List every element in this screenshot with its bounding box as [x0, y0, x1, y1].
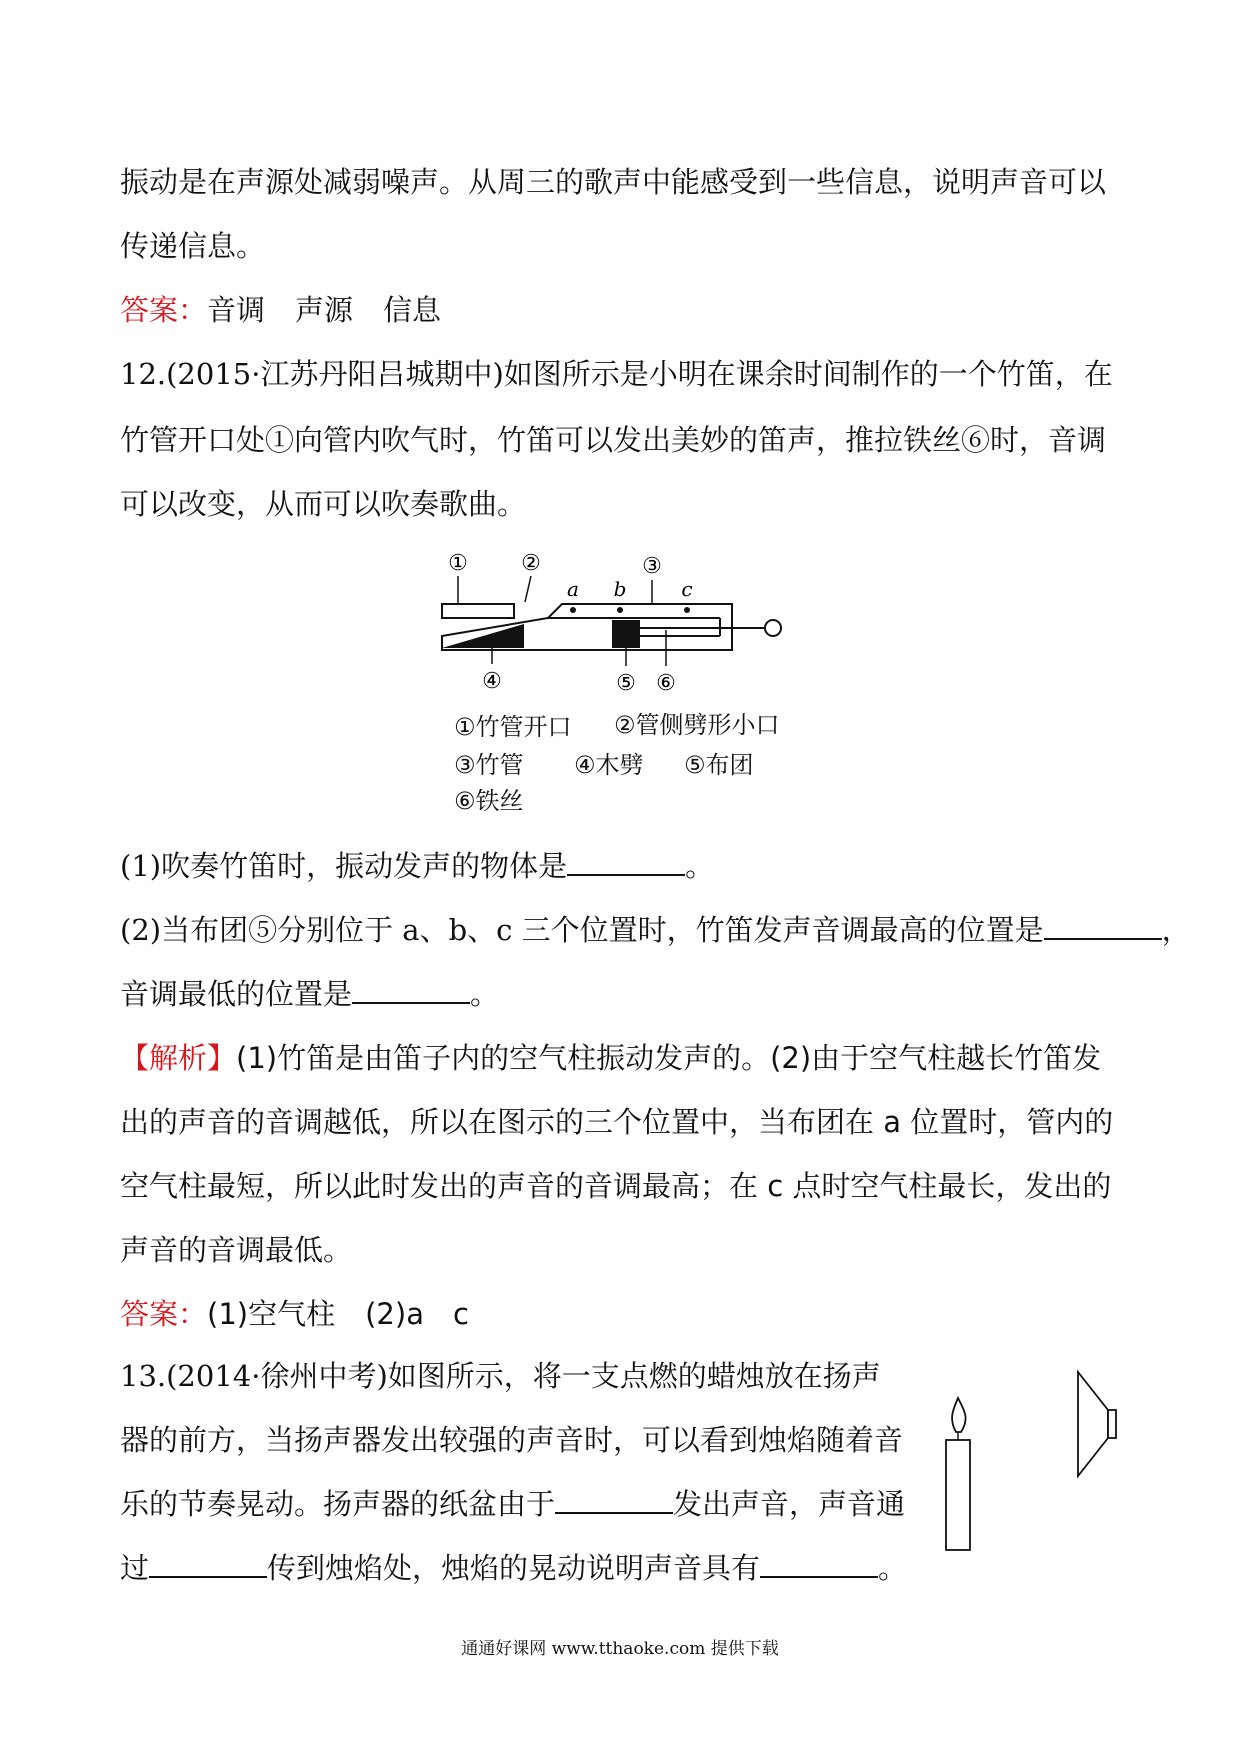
prev-text-line2: 传递信息。: [120, 229, 266, 263]
answer-blank[interactable]: [760, 1550, 878, 1578]
mark-3: ③: [642, 554, 662, 579]
candle: [946, 1440, 970, 1550]
mark-6: ⑥: [656, 671, 676, 696]
analysis-line3: 空气柱最短，所以此时发出的声音的音调最高；在 c 点时空气柱最长，发出的: [120, 1169, 1112, 1203]
bamboo-flute-figure: [440, 540, 820, 710]
candle-flame: [952, 1398, 966, 1432]
legend-item: ③竹管: [454, 751, 524, 779]
answer-blank[interactable]: [352, 976, 470, 1004]
analysis-label: 【解析】: [120, 1041, 237, 1075]
q13-line3: [120, 1484, 905, 1524]
q12-sub2-text: (2)当布团⑤分别位于 a、b、c 三个位置时，竹笛发声音调最高的位置是: [120, 913, 1044, 947]
q12-sub1: [120, 846, 714, 886]
answer-item: (2)a c: [365, 1297, 469, 1331]
candle-speaker-figure: [940, 1360, 1120, 1560]
q13-line4-text: 过: [120, 1551, 150, 1585]
q12-sub1-text: (1)吹奏竹笛时，振动发声的物体是: [120, 849, 568, 883]
answer-blank[interactable]: [567, 848, 685, 876]
answer-blank[interactable]: [149, 1550, 267, 1578]
q12-line1: 12.(2015·江苏丹阳吕城期中)如图所示是小明在课余时间制作的一个竹笛，在: [120, 357, 1113, 391]
position-b: b: [613, 577, 627, 601]
q12-line2: 竹管开口处①向管内吹气时，竹笛可以发出美妙的笛声，推拉铁丝⑥时，音调: [120, 423, 1107, 457]
legend-item: ⑥铁丝: [454, 787, 524, 815]
mark-2: ②: [521, 551, 541, 576]
answer-item: (1)空气柱: [207, 1297, 336, 1331]
legend-item: ②管侧劈形小口: [614, 711, 780, 739]
q12-sub2b-text: 音调最低的位置是: [120, 977, 353, 1011]
answer-label: 答案：: [120, 1297, 208, 1331]
q12-sub1-end: 。: [685, 849, 715, 883]
position-c: c: [681, 577, 693, 601]
prev-text-line1: 振动是在声源处减弱噪声。从周三的歌声中能感受到一些信息，说明声音可以: [120, 165, 1107, 199]
mark-4: ④: [482, 669, 502, 694]
q13-line4: [120, 1548, 907, 1588]
q13-line3-text: 乐的节奏晃动。扬声器的纸盆由于: [120, 1487, 556, 1521]
mark-1: ①: [448, 551, 468, 576]
legend-item: ⑤布团: [684, 751, 754, 779]
mark-5: ⑤: [616, 671, 636, 696]
q13-line3-end: 发出声音，声音通: [673, 1487, 906, 1521]
q13-line4-mid: 传到烛焰处，烛焰的晃动说明声音具有: [267, 1551, 761, 1585]
q13-line1: 13.(2014·徐州中考)如图所示，将一支点燃的蜡烛放在扬声: [120, 1359, 881, 1393]
answer-blank[interactable]: [1044, 912, 1162, 940]
analysis-line1: [120, 1038, 1101, 1078]
prev-answer: [120, 290, 441, 330]
position-a: a: [567, 577, 579, 601]
analysis-line2: 出的声音的音调越低，所以在图示的三个位置中，当布团在 a 位置时，管内的: [120, 1105, 1114, 1139]
q13-line4-end: 。: [878, 1551, 908, 1585]
q13-line2: 器的前方，当扬声器发出较强的声音时，可以看到烛焰随着音: [120, 1423, 904, 1457]
legend-item: ①竹管开口: [454, 713, 572, 741]
answer-label: 答案：: [120, 293, 208, 327]
analysis-line4: 声音的音调最低。: [120, 1233, 353, 1267]
q12-line3: 可以改变，从而可以吹奏歌曲。: [120, 487, 527, 521]
q12-sub2b: [120, 974, 499, 1014]
q12-sub2: [120, 910, 1191, 950]
answer-blank[interactable]: [555, 1486, 673, 1514]
answer-item: 音调: [207, 293, 266, 327]
answer-item: 信息: [383, 293, 442, 327]
q12-answer: [120, 1294, 469, 1334]
legend-item: ④木劈: [574, 751, 644, 779]
q12-sub2b-end: 。: [470, 977, 500, 1011]
loudspeaker: [1078, 1372, 1108, 1476]
page-footer: 通通好课网 www.tthaoke.com 提供下载: [461, 1639, 779, 1659]
q12-sub2-end: ，: [1161, 913, 1191, 947]
answer-item: 声源: [295, 293, 354, 327]
analysis-text: (1)竹笛是由笛子内的空气柱振动发声的。(2)由于空气柱越长竹笛发: [236, 1041, 1102, 1075]
